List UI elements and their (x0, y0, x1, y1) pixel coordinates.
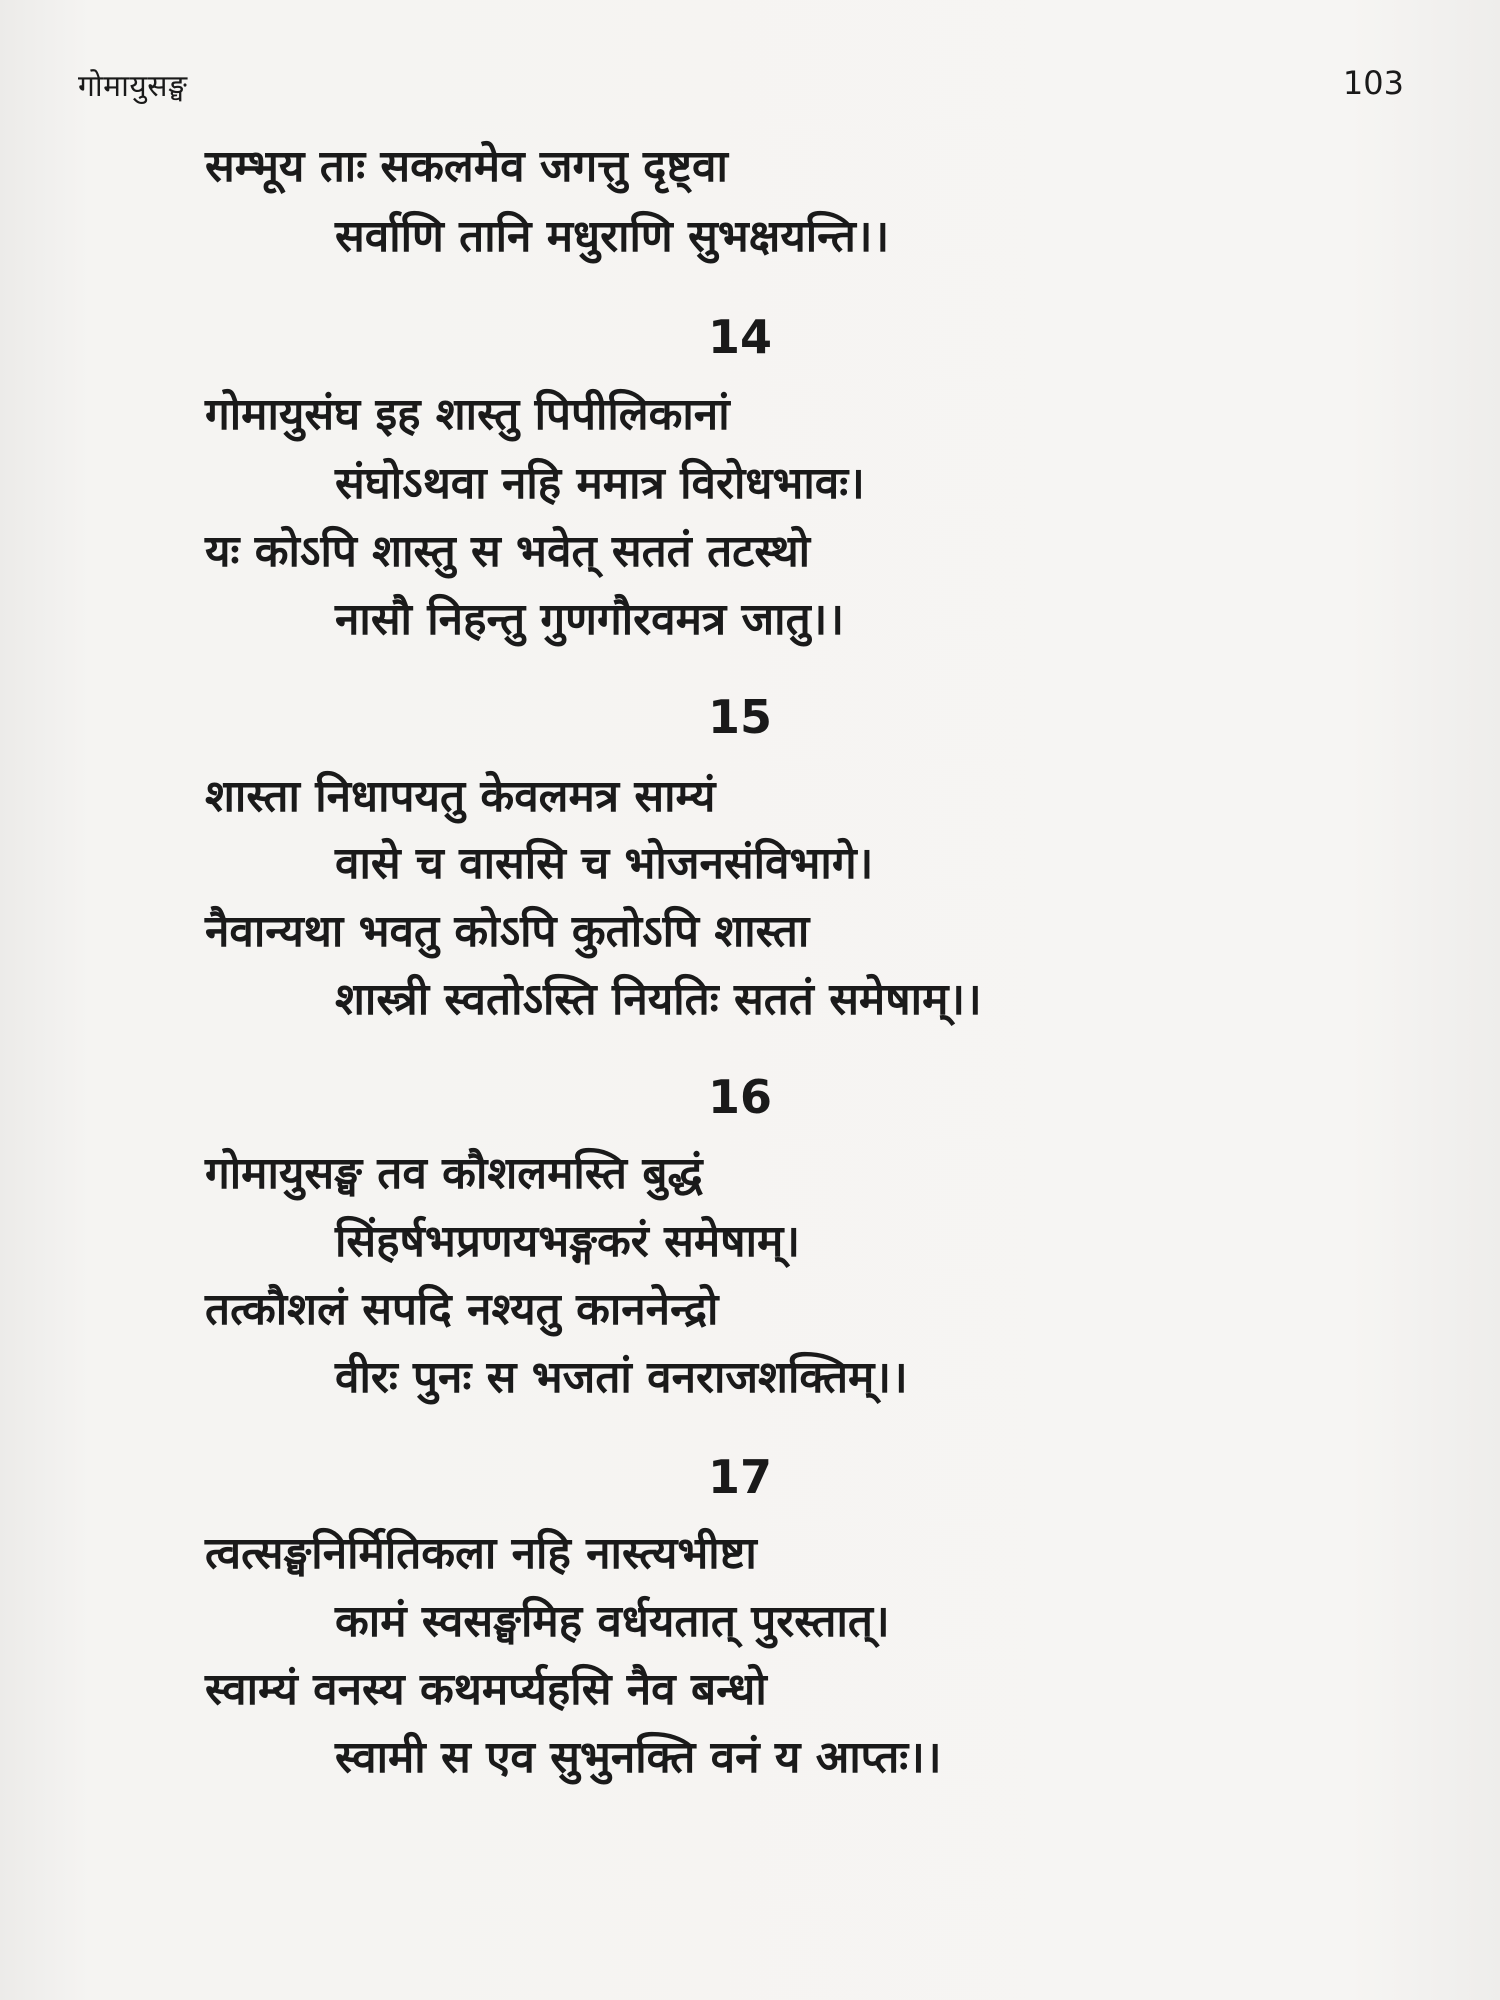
verse-line: सम्भूय ताः सकलमेव जगत्तु दृष्ट्वा (205, 141, 728, 192)
verse-line: स्वाम्यं वनस्य कथमर्प्यहसि नैव बन्धो (205, 1664, 767, 1715)
verse-line: त्वत्सङ्घनिर्मितिकला नहि नास्त्यभीष्टा (205, 1528, 757, 1579)
verse-line: स्वामी स एव सुभुनक्ति वनं य आप्तः।। (335, 1732, 942, 1783)
verse-number: 16 (707, 1070, 772, 1124)
verse-line: नासौ निहन्तु गुणगौरवमत्र जातु।। (335, 594, 845, 645)
verse-line: सर्वाणि तानि मधुराणि सुभक्षयन्ति।। (335, 211, 890, 262)
verse-line: वासे च वाससि च भोजनसंविभागे। (335, 838, 874, 889)
verse-line: कामं स्वसङ्घमिह वर्धयतात् पुरस्तात्। (335, 1596, 890, 1647)
verse-number: 14 (707, 310, 772, 364)
verse-line: सिंहर्षभप्रणयभङ्गकरं समेषाम्। (335, 1216, 800, 1267)
running-title: गोमायुसङ्घ (78, 69, 188, 104)
verse-line: संघोऽथवा नहि ममात्र विरोधभावः। (335, 458, 865, 509)
verse-line: नैवान्यथा भवतु कोऽपि कुतोऽपि शास्ता (205, 906, 810, 957)
verse-line: शास्त्री स्वतोऽस्ति नियतिः सततं समेषाम्।। (335, 974, 982, 1025)
verse-number: 17 (707, 1450, 772, 1504)
verse-number: 15 (707, 690, 772, 744)
verse-line: गोमायुसंघ इह शास्तु पिपीलिकानां (205, 389, 730, 440)
verse-line: तत्कौशलं सपदि नश्यतु काननेन्द्रो (205, 1284, 719, 1335)
verse-line: शास्ता निधापयतु केवलमत्र साम्यं (205, 771, 716, 822)
verse-line: गोमायुसङ्घ तव कौशलमस्ति बुद्धं (205, 1148, 703, 1199)
page-number: 103 (1342, 64, 1404, 102)
verse-line: वीरः पुनः स भजतां वनराजशक्तिम्।। (335, 1352, 908, 1403)
verse-line: यः कोऽपि शास्तु स भवेत् सततं तटस्थो (205, 526, 811, 577)
